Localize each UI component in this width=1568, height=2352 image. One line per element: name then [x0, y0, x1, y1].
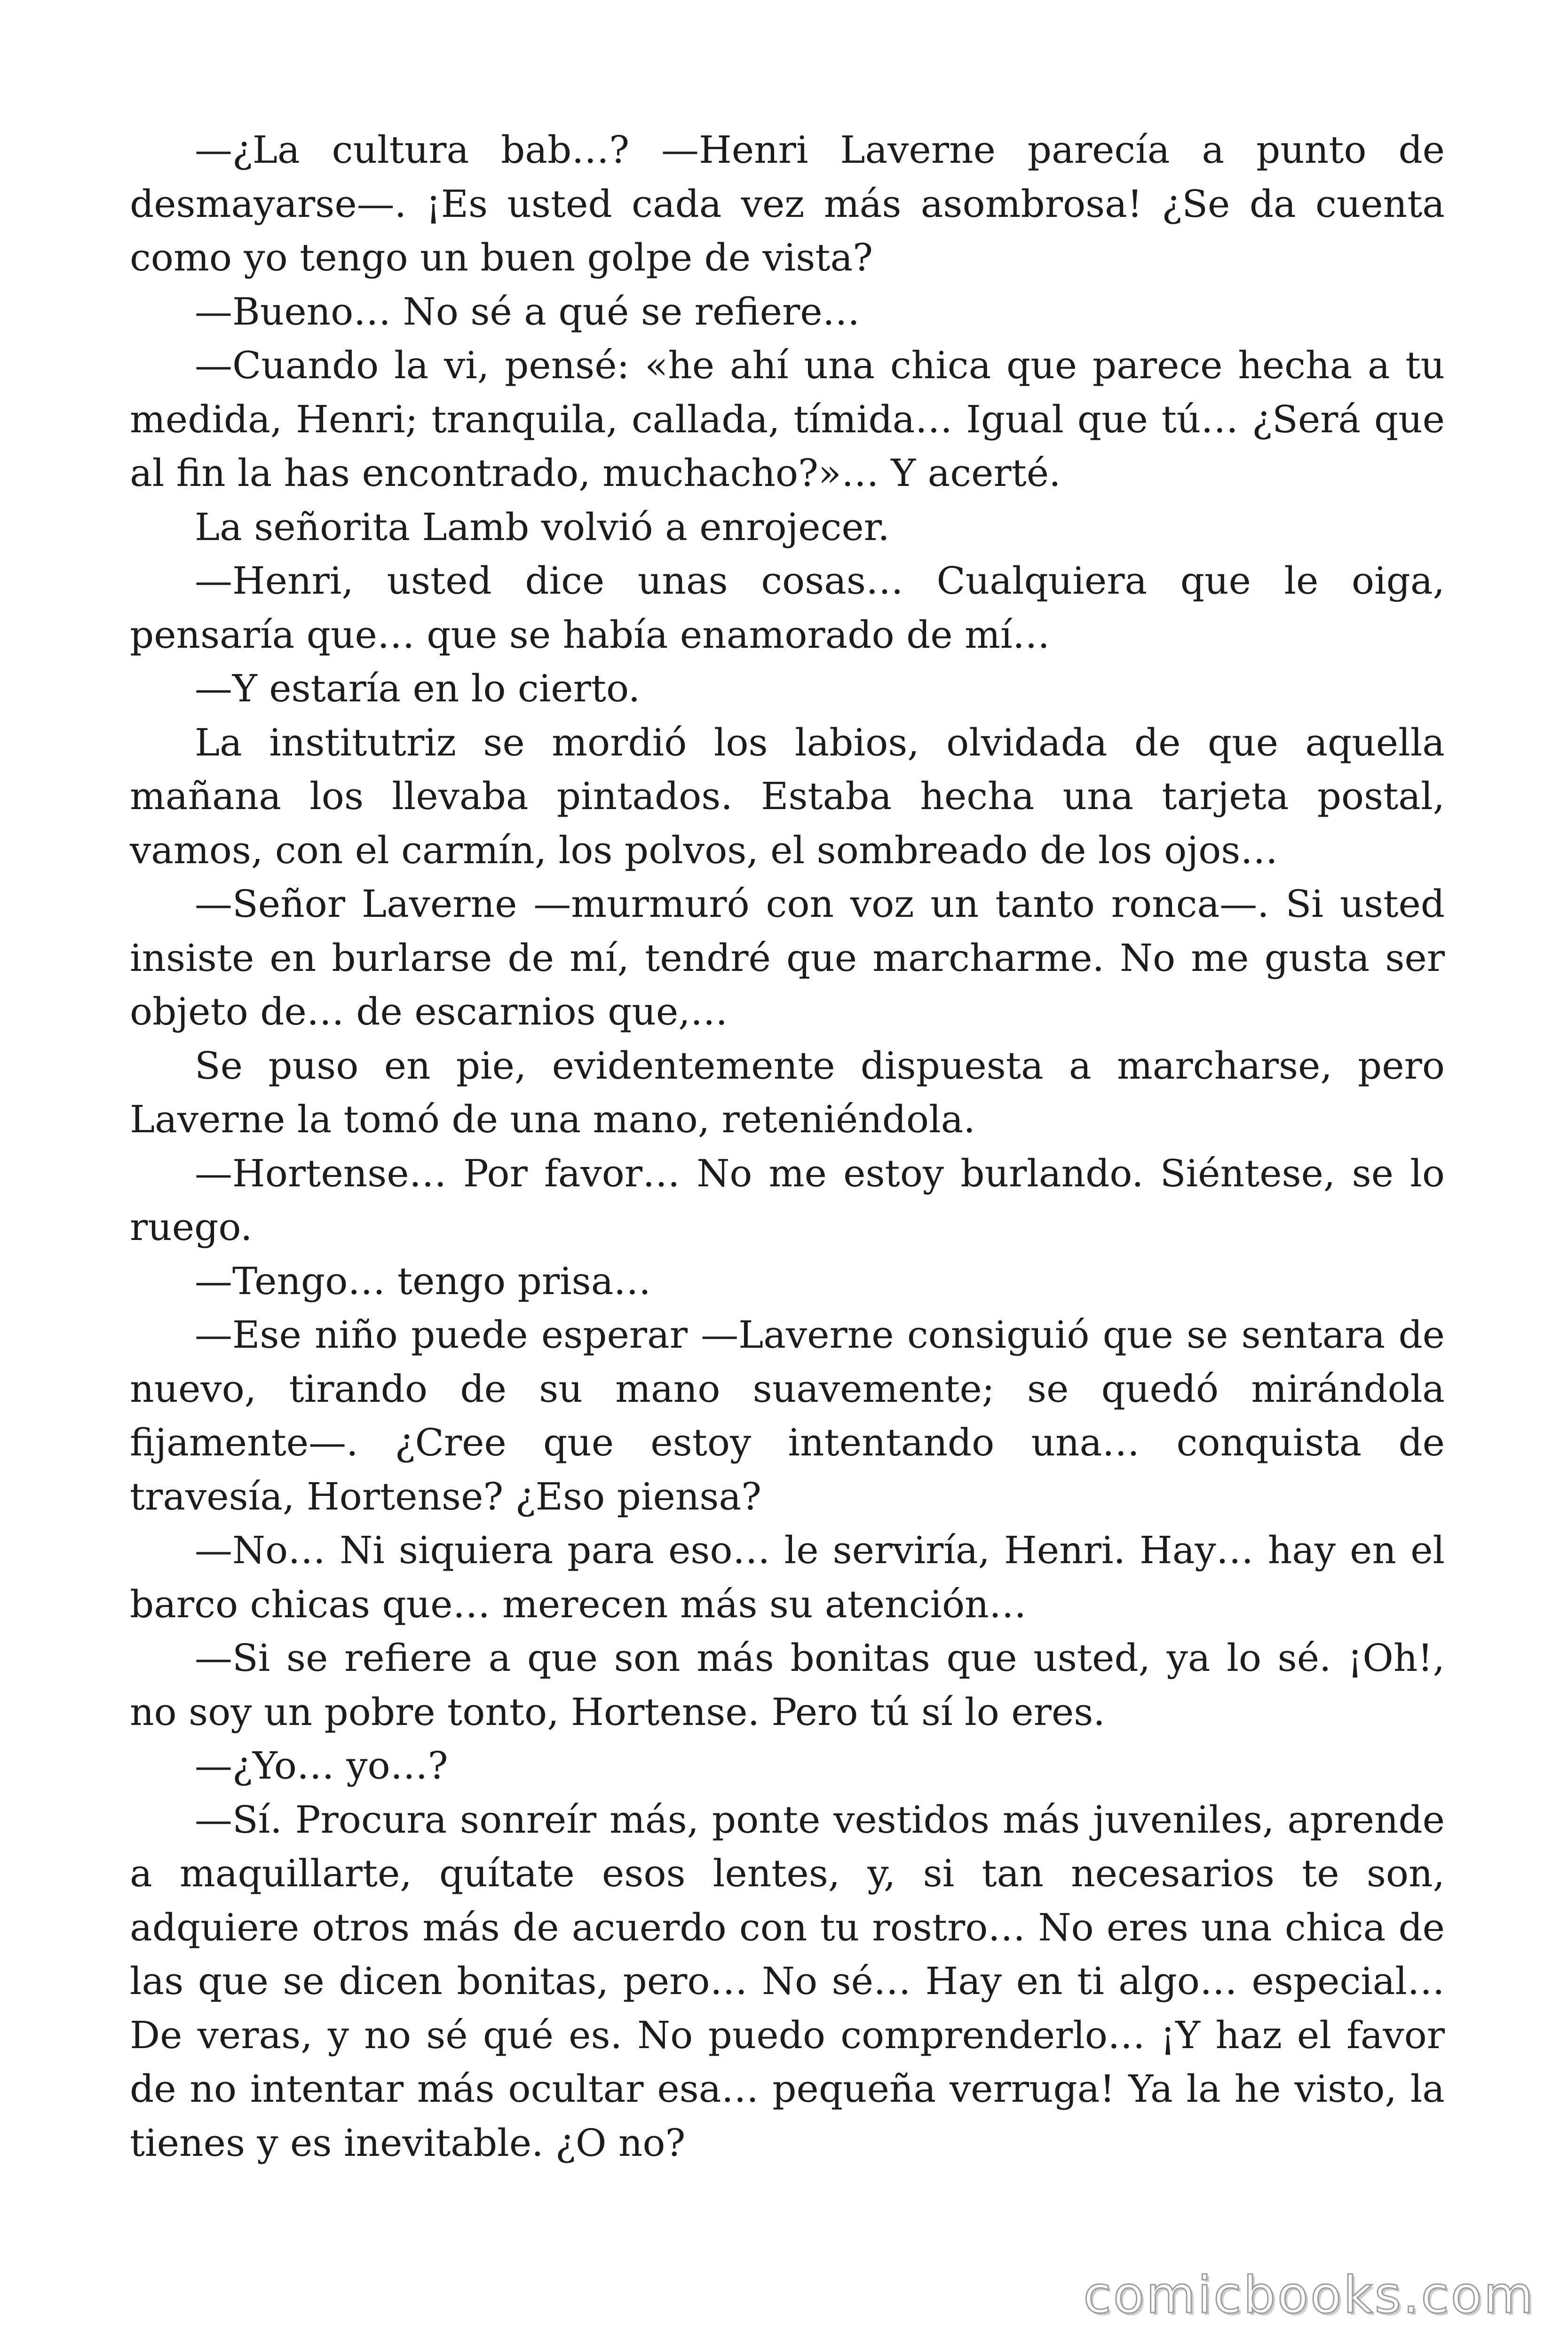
paragraph: —Hortense… Por favor… No me estoy burlando. Siéntese, se lo ruego.	[130, 1151, 1445, 1249]
paragraph: —Señor Laverne —murmuró con voz un tanto ronca—. Si usted insiste en burlarse de mí, tendré que marcharme. No me gusta ser objeto de… de escarnios que,…	[130, 882, 1445, 1033]
paragraph: —Cuando la vi, pensé: «he ahí una chica que parece hecha a tu medida, Henri; tranquila, callada, tímida… Igual que tú… ¿Será que al fin la has encontrado, muchacho?»… Y acerté.	[130, 343, 1445, 495]
paragraph: —Sí. Procura sonreír más, ponte vestidos más juveniles, aprende a maquillarte, quítate esos lentes, y, si tan necesarios te son, adquiere otros más de acuerdo con tu rostro… No eres una chica de las que se dicen bonitas, pero… No sé… Hay en ti algo… especial… De veras, y no sé qué es. No puedo comprenderlo… ¡Y haz el favor de no intentar más ocultar esa… pequeña verruga! Ya la he visto, la tienes y es inevitable. ¿O no?	[130, 1797, 1445, 2165]
paragraph: —Bueno… No sé a qué se refiere…	[195, 289, 860, 334]
paragraph: La señorita Lamb volvió a enrojecer.	[195, 505, 890, 549]
paragraph: Se puso en pie, evidentemente dispuesta a marcharse, pero Laverne la tomó de una mano, reteniéndola.	[130, 1043, 1445, 1141]
paragraph: —¿La cultura bab…? —Henri Laverne parecía a punto de desmayarse—. ¡Es usted cada vez más asombrosa! ¿Se da cuenta como yo tengo un buen golpe de vista?	[130, 128, 1445, 279]
paragraph: La institutriz se mordió los labios, olvidada de que aquella mañana los llevaba pintados. Estaba hecha una tarjeta postal, vamos, con el carmín, los polvos, el sombreado de los ojos…	[130, 720, 1445, 872]
body-text	[130, 123, 1445, 2170]
paragraph: —Si se refiere a que son más bonitas que usted, ya lo sé. ¡Oh!, no soy un pobre tonto, Hortense. Pero tú sí lo eres.	[130, 1636, 1445, 1734]
paragraph: —¿Yo… yo…?	[195, 1744, 448, 1788]
watermark-logo: comicbooks.com	[1083, 2266, 1535, 2325]
paragraph: —Ese niño puede esperar —Laverne consiguió que se sentara de nuevo, tirando de su mano suavemente; se quedó mirándola fijamente—. ¿Cree que estoy intentando una… conquista de travesía, Hortense? ¿Eso piensa?	[130, 1313, 1445, 1518]
paragraph: —Y estaría en lo cierto.	[195, 667, 641, 710]
paragraph: —Henri, usted dice unas cosas… Cualquiera que le oiga, pensaría que… que se había enamorado de mí…	[130, 559, 1445, 657]
paragraph: —Tengo… tengo prisa…	[195, 1259, 651, 1303]
paragraph: —No… Ni siquiera para eso… le serviría, Henri. Hay… hay en el barco chicas que… merecen más su atención…	[130, 1528, 1445, 1626]
